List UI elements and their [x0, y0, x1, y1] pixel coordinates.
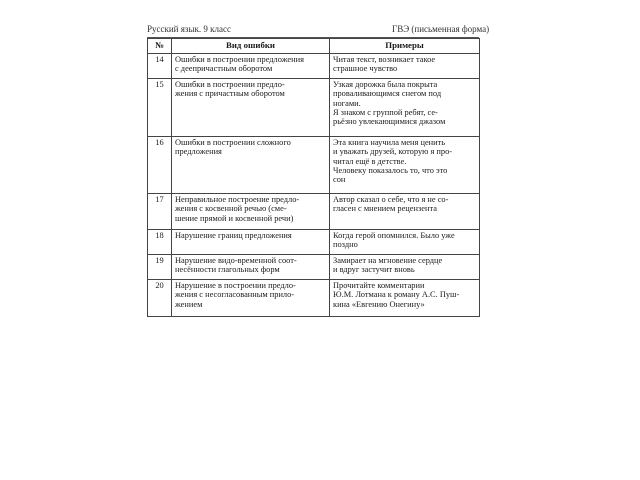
row-number: 15: [148, 78, 172, 136]
error-type-line: предложения: [175, 147, 222, 157]
example-line: рьёзно увлекающимися джазом: [333, 117, 446, 127]
example-line: Ю.М. Лотмана к роману А.С. Пуш-: [333, 290, 460, 300]
table-row: [148, 193, 480, 229]
example-line: читал ещё в детстве.: [333, 156, 407, 166]
error-type-line: жением: [175, 299, 203, 309]
row-number: 17: [148, 193, 172, 229]
row-number: 20: [148, 279, 172, 316]
error-type-cell: [172, 53, 330, 78]
error-type-cell: [172, 279, 330, 316]
table-row: [148, 78, 480, 136]
row-number: 14: [148, 53, 172, 78]
error-type-line: Неправильное построение предло-: [175, 194, 300, 204]
row-number: 18: [148, 229, 172, 254]
example-line: Человеку показалось то, что это: [333, 166, 448, 176]
row-number: 16: [148, 136, 172, 193]
error-type-cell: [172, 193, 330, 229]
example-cell: [330, 53, 480, 78]
example-line: Я знаком с группой ребят, се-: [333, 108, 438, 118]
column-header-number: №: [148, 39, 172, 54]
row-number: 19: [148, 254, 172, 279]
error-type-line: жения с причастным оборотом: [175, 89, 285, 99]
example-cell: [330, 279, 480, 316]
error-type-line: Нарушение видо-временной соот-: [175, 255, 297, 265]
example-cell: [330, 229, 480, 254]
error-type-line: шение прямой и косвенной речи): [175, 213, 294, 223]
example-cell: [330, 78, 480, 136]
error-type-line: жения с несогласованным прило-: [175, 290, 295, 300]
example-line: и уважать друзей, которую я про-: [333, 147, 453, 157]
error-type-line: несённости глагольных форм: [175, 265, 280, 275]
table-header-row: [148, 39, 480, 54]
error-type-line: Нарушение в построении предло-: [175, 280, 296, 290]
error-type-cell: [172, 229, 330, 254]
header-subject: Русский язык. 9 класс: [147, 24, 231, 34]
table-row: [148, 53, 480, 78]
example-line: Замирает на мгновение сердце: [333, 255, 443, 265]
header-exam-form: ГВЭ (письменная форма): [392, 24, 490, 34]
table-row: [148, 229, 480, 254]
column-header-error-type: Вид ошибки: [172, 39, 330, 54]
example-line: поздно: [333, 240, 358, 250]
example-cell: [330, 193, 480, 229]
example-line: Эта книга научила меня ценить: [333, 137, 446, 147]
error-type-cell: [172, 254, 330, 279]
example-line: проваливающимся снегом под: [333, 89, 442, 99]
example-line: Когда герой опомнился. Было уже: [333, 230, 455, 240]
error-type-line: Ошибки в построении предло-: [175, 79, 285, 89]
table-row: [148, 254, 480, 279]
example-cell: [330, 254, 480, 279]
errors-table: [147, 38, 480, 317]
example-cell: [330, 136, 480, 193]
example-line: гласен с мнением рецензента: [333, 204, 437, 214]
error-type-line: с деепричастным оборотом: [175, 64, 273, 74]
error-type-cell: [172, 78, 330, 136]
example-line: кина «Евгению Онегину»: [333, 299, 425, 309]
table-row: [148, 136, 480, 193]
error-type-line: Ошибки в построении предложения: [175, 54, 304, 64]
example-line: ногами.: [333, 98, 361, 108]
example-line: Узкая дорожка была покрыта: [333, 79, 438, 89]
example-line: Читая текст, возникает такое: [333, 54, 436, 64]
column-header-examples: Примеры: [330, 39, 480, 54]
example-line: Автор сказал о себе, что я не со-: [333, 194, 449, 204]
table-row: [148, 279, 480, 316]
example-line: сон: [333, 175, 346, 185]
error-type-line: Ошибки в построении сложного: [175, 137, 291, 147]
error-type-line: Нарушение границ предложения: [175, 230, 292, 240]
example-line: страшное чувство: [333, 64, 398, 74]
example-line: Прочитайте комментарии: [333, 280, 425, 290]
error-type-cell: [172, 136, 330, 193]
example-line: и вдруг застучит вновь: [333, 265, 415, 275]
error-type-line: жения с косвенной речью (сме-: [175, 204, 287, 214]
